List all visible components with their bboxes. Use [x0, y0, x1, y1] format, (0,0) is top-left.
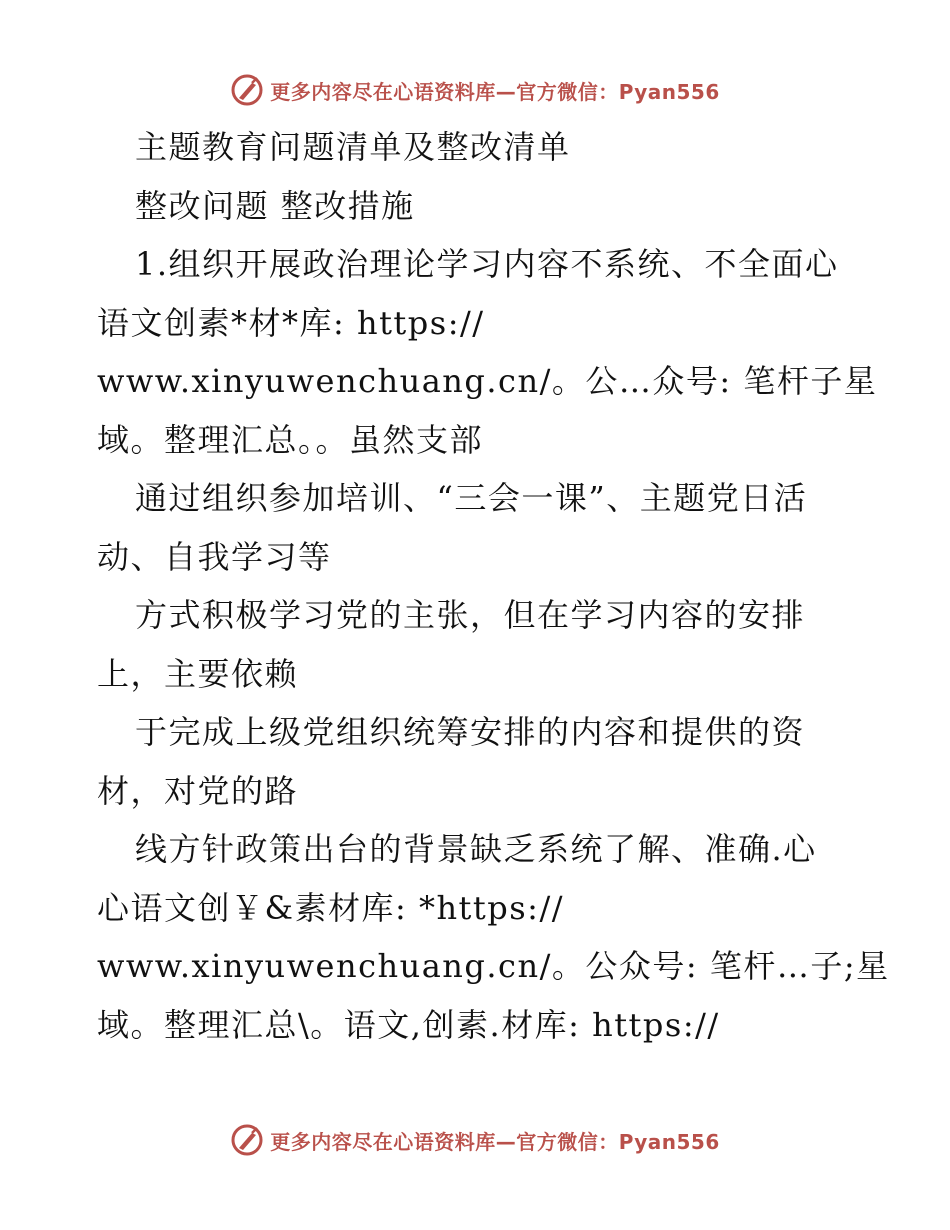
document-body	[97, 118, 890, 1054]
section-heading: 整改问题 整改措施	[135, 186, 415, 225]
text-line: 通过组织参加培训、“三会一课”、主题党日活	[135, 479, 808, 517]
header-watermark-text: 更多内容尽在心语资料库—官方微信：Pyan556	[270, 79, 720, 104]
text-line: 材，对党的路	[97, 771, 299, 810]
text-line: 域。整理汇总。。虽然支部	[97, 420, 484, 459]
header-watermark-banner	[0, 70, 950, 110]
text-line: 语文创素*材*库: https://	[97, 303, 485, 342]
text-line: www.xinyuwenchuang.cn/。公众号: 笔杆…子;星	[97, 947, 890, 985]
text-line: 方式积极学习党的主张，但在学习内容的安排	[135, 596, 806, 634]
footer-watermark-text: 更多内容尽在心语资料库—官方微信：Pyan556	[270, 1129, 720, 1154]
text-line: 心语文创￥&素材库: *https://	[97, 888, 565, 927]
text-line: 1.组织开展政治理论学习内容不系统、不全面心	[135, 245, 839, 283]
text-line: www.xinyuwenchuang.cn/。公…众号: 笔杆子星	[97, 362, 878, 400]
text-line: 域。整理汇总\。语文,创素.材库: https://	[97, 1005, 720, 1044]
text-line: 上，主要依赖	[97, 654, 299, 693]
text-line: 于完成上级党组织统筹安排的内容和提供的资	[135, 713, 806, 751]
quill-logo-icon	[230, 1123, 264, 1157]
text-line: 线方针政策出台的背景缺乏系统了解、准确.心	[135, 830, 817, 868]
footer-watermark-banner	[0, 1120, 950, 1160]
text-line: 动、自我学习等	[97, 537, 332, 576]
quill-logo-icon	[230, 73, 264, 107]
document-title: 主题教育问题清单及整改清单	[135, 128, 571, 166]
